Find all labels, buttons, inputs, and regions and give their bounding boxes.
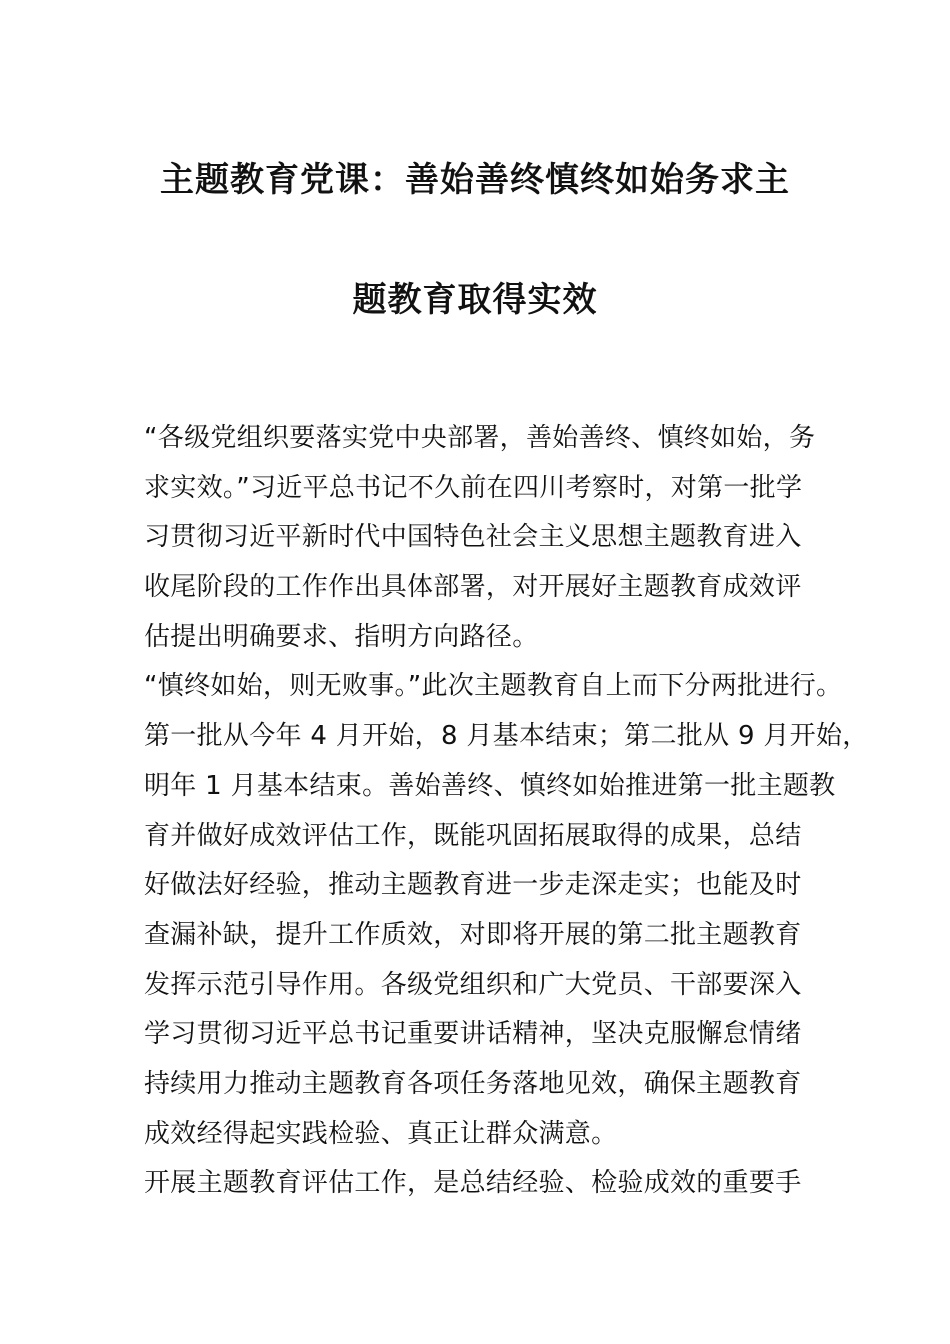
document-title-line-2: 题教育取得实效: [352, 280, 598, 320]
body-line: “各级党组织要落实党中央部署，善始善终、慎终如始，务: [144, 423, 816, 453]
document-body: [144, 414, 869, 1209]
body-line: 查漏补缺，提升工作质效，对即将开展的第二批主题教育: [144, 919, 802, 950]
body-line: 成效经得起实践检验、真正让群众满意。: [144, 1118, 618, 1149]
body-line: “慎终如始，则无败事。”此次主题教育自上而下分两批进行。: [144, 671, 843, 702]
body-line: 收尾阶段的工作作出具体部署，对开展好主题教育成效评: [144, 572, 802, 603]
body-line: 明年 1 月基本结束。善始善终、慎终如始推进第一批主题教: [144, 770, 836, 801]
body-line: 求实效。”习近平总书记不久前在四川考察时，对第一批学: [144, 472, 803, 503]
body-line: 开展主题教育评估工作，是总结经验、检验成效的重要手: [144, 1168, 802, 1199]
body-line: 估提出明确要求、指明方向路径。: [144, 621, 539, 652]
body-line: 好做法好经验，推动主题教育进一步走深走实；也能及时: [144, 870, 802, 901]
body-line: 发挥示范引导作用。各级党组织和广大党员、干部要深入: [144, 969, 802, 1000]
document-title-line-1: 主题教育党课：善始善终慎终如始务求主: [160, 160, 790, 200]
body-line: 习贯彻习近平新时代中国特色社会主义思想主题教育进入: [144, 522, 802, 553]
body-line: 学习贯彻习近平总书记重要讲话精神，坚决克服懈怠情绪: [144, 1019, 802, 1050]
body-line: 育并做好成效评估工作，既能巩固拓展取得的成果，总结: [144, 820, 802, 851]
body-line: 第一批从今年 4 月开始，8 月基本结束；第二批从 9 月开始，: [144, 721, 869, 752]
body-line: 持续用力推动主题教育各项任务落地见效，确保主题教育: [144, 1068, 802, 1099]
